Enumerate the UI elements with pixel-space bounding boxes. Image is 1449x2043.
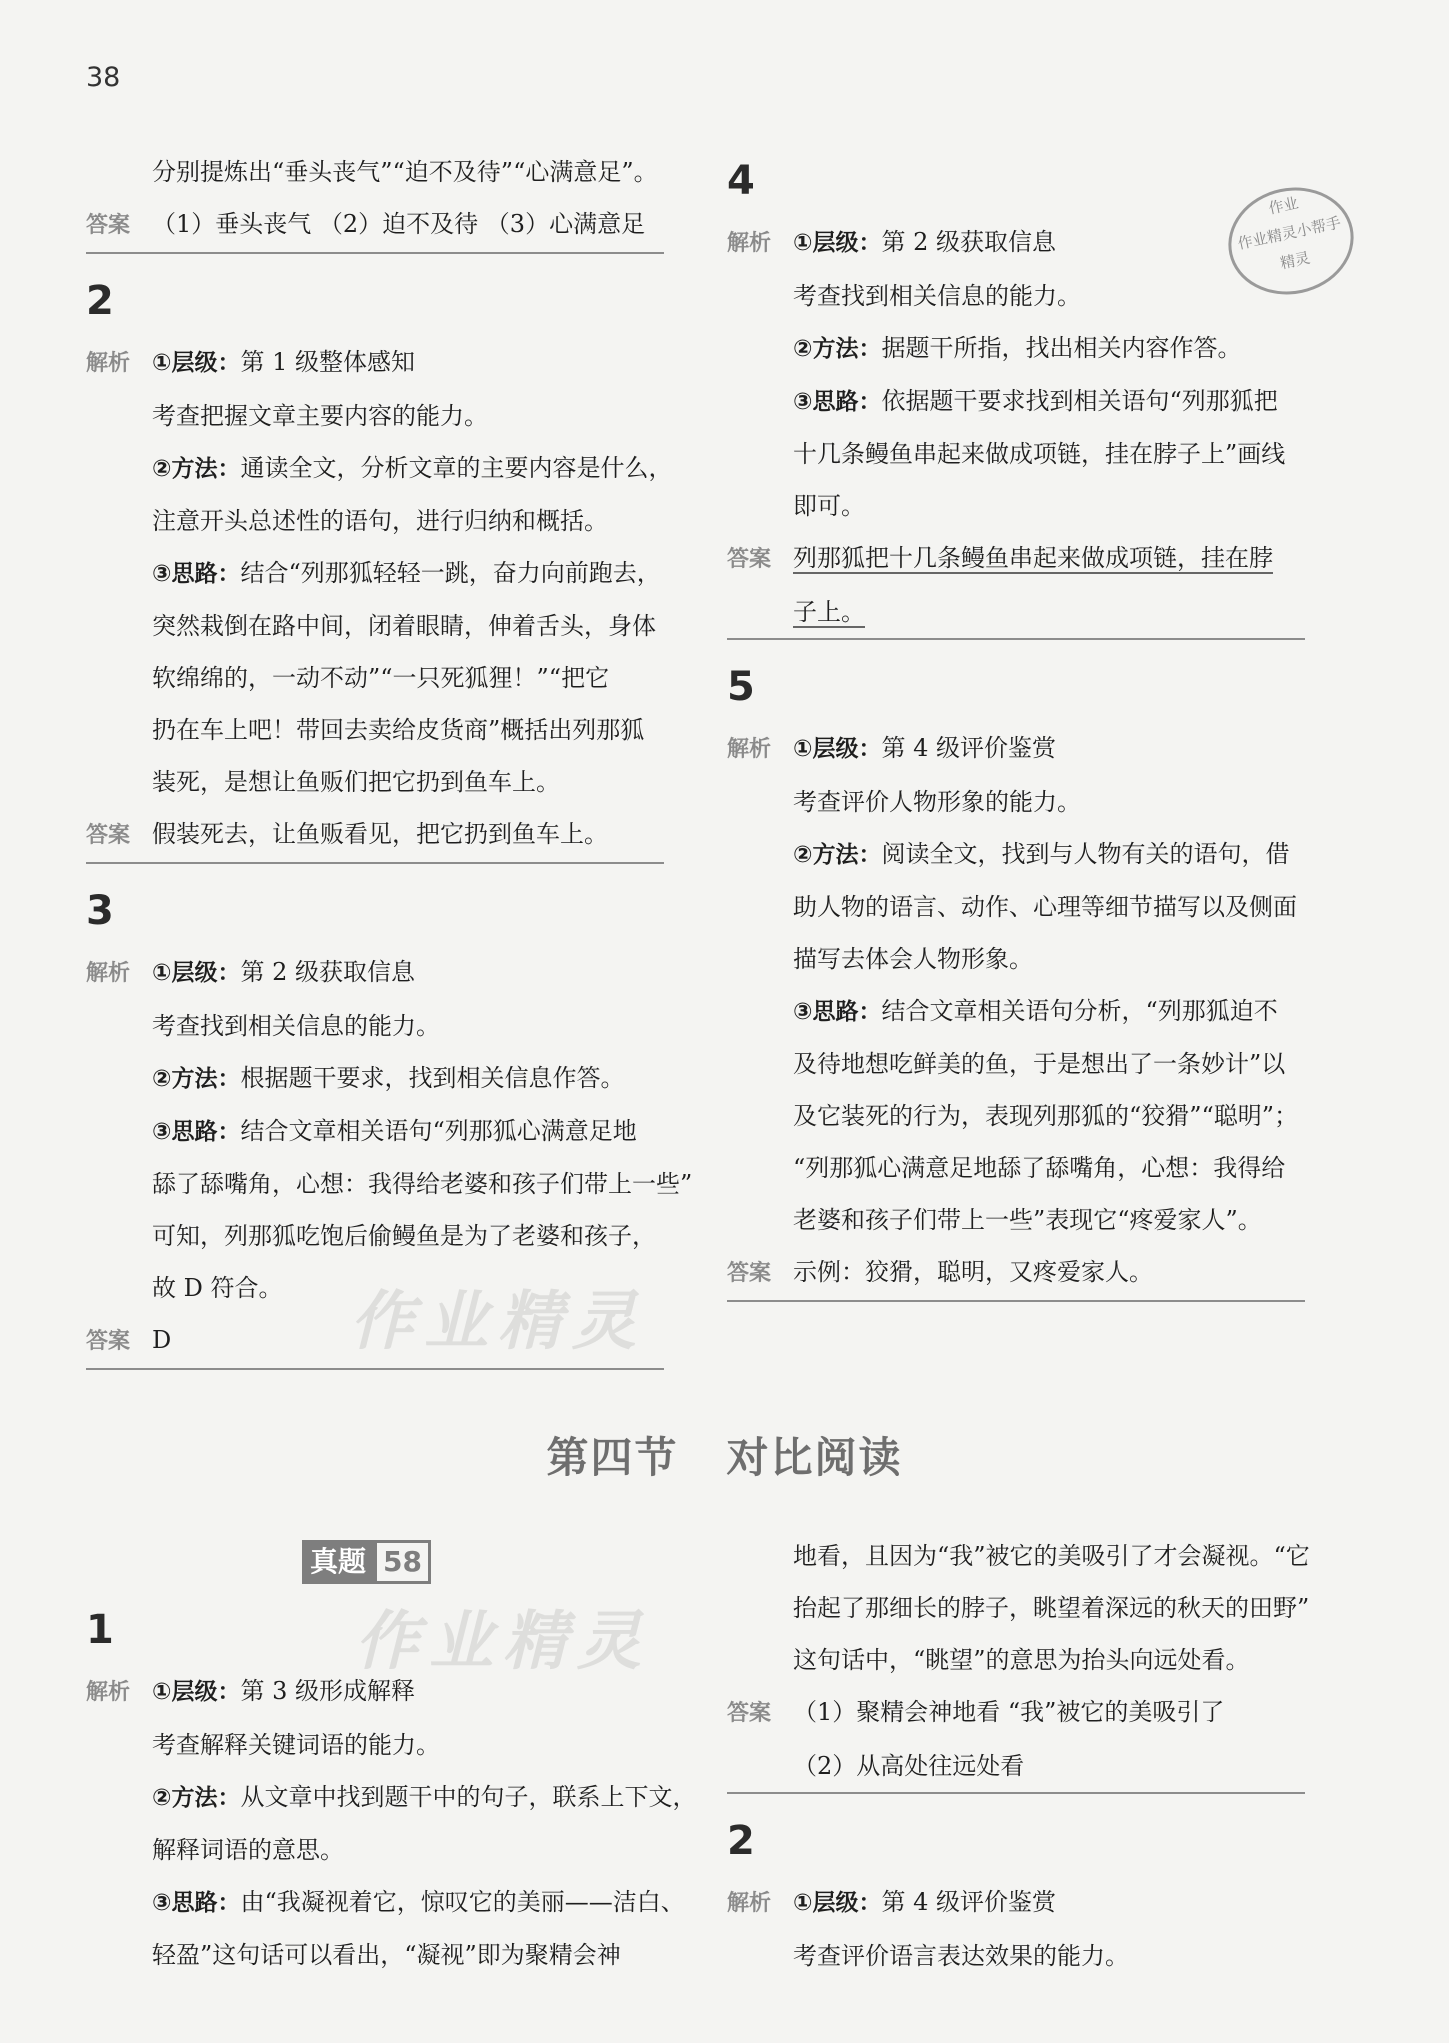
answer-tag: 答案 bbox=[727, 547, 772, 572]
answer-tag: 答案 bbox=[86, 1329, 131, 1354]
q4-answer-row: 答案 列那狐把十几条鳗鱼串起来做成项链，挂在脖 bbox=[727, 532, 1305, 586]
right-column-top: 4 解析 ①层级：第 2 级获取信息 考查找到相关信息的能力。 ②方法：据题干所指，找出相关内容作答。 ③思路：依据题干要求找到相关语句“列那狐把 十几条鳗鱼串起来做成项链，挂在脖子上”画线 即可。 答案 列那狐把十几条鳗鱼串起来做成项链，挂在脖 子上。 5 解析 ①层级：第 4 级评价鉴赏 考查评价人物形象的能力。 ②方法：阅读全文，找到与人物有关的语句，借 助人物的语言、动作、心理等细节描写以及侧面 描写去体会人物形象。 ③思路：结合文章相关语句分析，“列那狐迫不 及待地想吃鲜美的鱼，于是想出了一条妙计”以 及它装死的行为，表现列那狐的“狡猾”“聪明”； “列那狐心满意足地舔了舔嘴角，心想：我得给 老婆和孩子们带上一些”表现它“疼爱家人”。 答案 示例：狡猾，聪明，又疼爱家人。 bbox=[727, 146, 1305, 1302]
s1-answer-row: 答案 （1）聚精会神地看 “我”被它的美吸引了 bbox=[727, 1686, 1305, 1740]
question-number-3: 3 bbox=[86, 888, 114, 934]
q5-method: ②方法：阅读全文，找到与人物有关的语句，借 bbox=[793, 840, 1290, 868]
analysis-tag: 解析 bbox=[86, 351, 131, 376]
section-title: 第四节 对比阅读 bbox=[546, 1433, 903, 1482]
q5-idea: ③思路：结合文章相关语句分析，“列那狐迫不 bbox=[793, 997, 1278, 1025]
intro-answer-row: 答案 （1）垂头丧气 （2）迫不及待 （3）心满意足 bbox=[86, 198, 664, 254]
q3-method: ②方法：根据题干要求，找到相关信息作答。 bbox=[152, 1064, 625, 1092]
q4-level: 解析 ①层级：第 2 级获取信息 bbox=[727, 216, 1305, 270]
intro-line: 分别提炼出“垂头丧气”“迫不及待”“心满意足”。 bbox=[152, 158, 658, 186]
analysis-tag: 解析 bbox=[727, 231, 772, 256]
question-number-5: 5 bbox=[727, 664, 755, 710]
answer-tag: 答案 bbox=[727, 1701, 772, 1726]
s1-level: 解析 ①层级：第 3 级形成解释 bbox=[86, 1665, 664, 1719]
analysis-tag: 解析 bbox=[727, 1891, 772, 1916]
s1-method: ②方法：从文章中找到题干中的句子，联系上下文， bbox=[152, 1783, 697, 1811]
analysis-tag: 解析 bbox=[727, 737, 772, 762]
s1-idea: ③思路：由“我凝视着它，惊叹它的美丽——洁白、 bbox=[152, 1888, 685, 1916]
q4-idea: ③思路：依据题干要求找到相关语句“列那狐把 bbox=[793, 387, 1278, 415]
watermark: 作业精灵 bbox=[355, 1605, 651, 1679]
q2-answer-row: 答案 假装死去，让鱼贩看见，把它扔到鱼车上。 bbox=[86, 808, 664, 864]
watermark: 作业精灵 bbox=[350, 1285, 646, 1359]
stamp-logo: 作业 作业精灵小帮手 精灵 bbox=[1218, 176, 1363, 306]
question-number-2: 2 bbox=[86, 278, 114, 324]
right-column-bottom: 地看，且因为“我”被它的美吸引了才会凝视。“它 抬起了那细长的脖子，眺望着深远的秋天的田野” 这句话中，“眺望”的意思为抬头向远处看。 答案 （1）聚精会神地看 “我”被它的美吸引了 （2）从高处往远处看 2 解析 ①层级：第 4 级评价鉴赏 考查评价语言表达效果的能力。 bbox=[727, 1542, 1310, 1970]
q2-level: 解析 ①层级：第 1 级整体感知 bbox=[86, 336, 664, 390]
q3-answer-row: 答案 D bbox=[86, 1314, 664, 1370]
s2-level: 解析 ①层级：第 4 级评价鉴赏 bbox=[727, 1876, 1305, 1930]
q5-level: 解析 ①层级：第 4 级评价鉴赏 bbox=[727, 722, 1305, 776]
left-column-top: 分别提炼出“垂头丧气”“迫不及待”“心满意足”。 答案 （1）垂头丧气 （2）迫不及待 （3）心满意足 2 解析 ①层级：第 1 级整体感知 考查把握文章主要内容的能力。 ②方法：通读全文，分析文章的主要内容是什么， 注意开头总述性的语句，进行归纳和概括。 ③思路：结合“列那狐轻轻一跳，奋力向前跑去， 突然栽倒在路中间，闭着眼睛，伸着舌头，身体 软绵绵的，一动不动”“一只死狐狸！”“把它 扔在车上吧！带回去卖给皮货商”概括出列那狐 装死，是想让鱼贩们把它扔到鱼车上。 答案 假装死去，让鱼贩看见，把它扔到鱼车上。 3 解析 ①层级：第 2 级获取信息 考查找到相关信息的能力。 ②方法：根据题干要求，找到相关信息作答。 ③思路：结合文章相关语句“列那狐心满意足地 舔了舔嘴角，心想：我得给老婆和孩子们带上一些” 可知，列那狐吃饱后偷鳗鱼是为了老婆和孩子， 故 D 符合。 答案 D bbox=[86, 146, 664, 1370]
q5-answer-row: 答案 示例：狡猾，聪明，又疼爱家人。 bbox=[727, 1246, 1305, 1302]
question-number-2b: 2 bbox=[727, 1818, 755, 1864]
left-column-bottom: 1 解析 ①层级：第 3 级形成解释 考查解释关键词语的能力。 ②方法：从文章中找到题干中的句子，联系上下文， 解释词语的意思。 ③思路：由“我凝视着它，惊叹它的美丽——洁白、 轻盈”这句话可以看出，“凝视”即为聚精会神 bbox=[86, 1595, 664, 1981]
q4-method: ②方法：据题干所指，找出相关内容作答。 bbox=[793, 334, 1242, 362]
answer-tag: 答案 bbox=[86, 823, 131, 848]
analysis-tag: 解析 bbox=[86, 961, 131, 986]
question-number-1: 1 bbox=[86, 1607, 114, 1653]
q3-idea: ③思路：结合文章相关语句“列那狐心满意足地 bbox=[152, 1117, 637, 1145]
question-number-4: 4 bbox=[727, 158, 755, 204]
q3-level: 解析 ①层级：第 2 级获取信息 bbox=[86, 946, 664, 1000]
exam-badge: 真题 58 bbox=[302, 1540, 431, 1584]
analysis-tag: 解析 bbox=[86, 1680, 131, 1705]
answer-tag: 答案 bbox=[727, 1261, 772, 1286]
q2-idea: ③思路：结合“列那狐轻轻一跳，奋力向前跑去， bbox=[152, 559, 661, 587]
page-number: 38 bbox=[86, 62, 121, 93]
answer-tag: 答案 bbox=[86, 213, 131, 238]
q2-method: ②方法：通读全文，分析文章的主要内容是什么， bbox=[152, 454, 673, 482]
